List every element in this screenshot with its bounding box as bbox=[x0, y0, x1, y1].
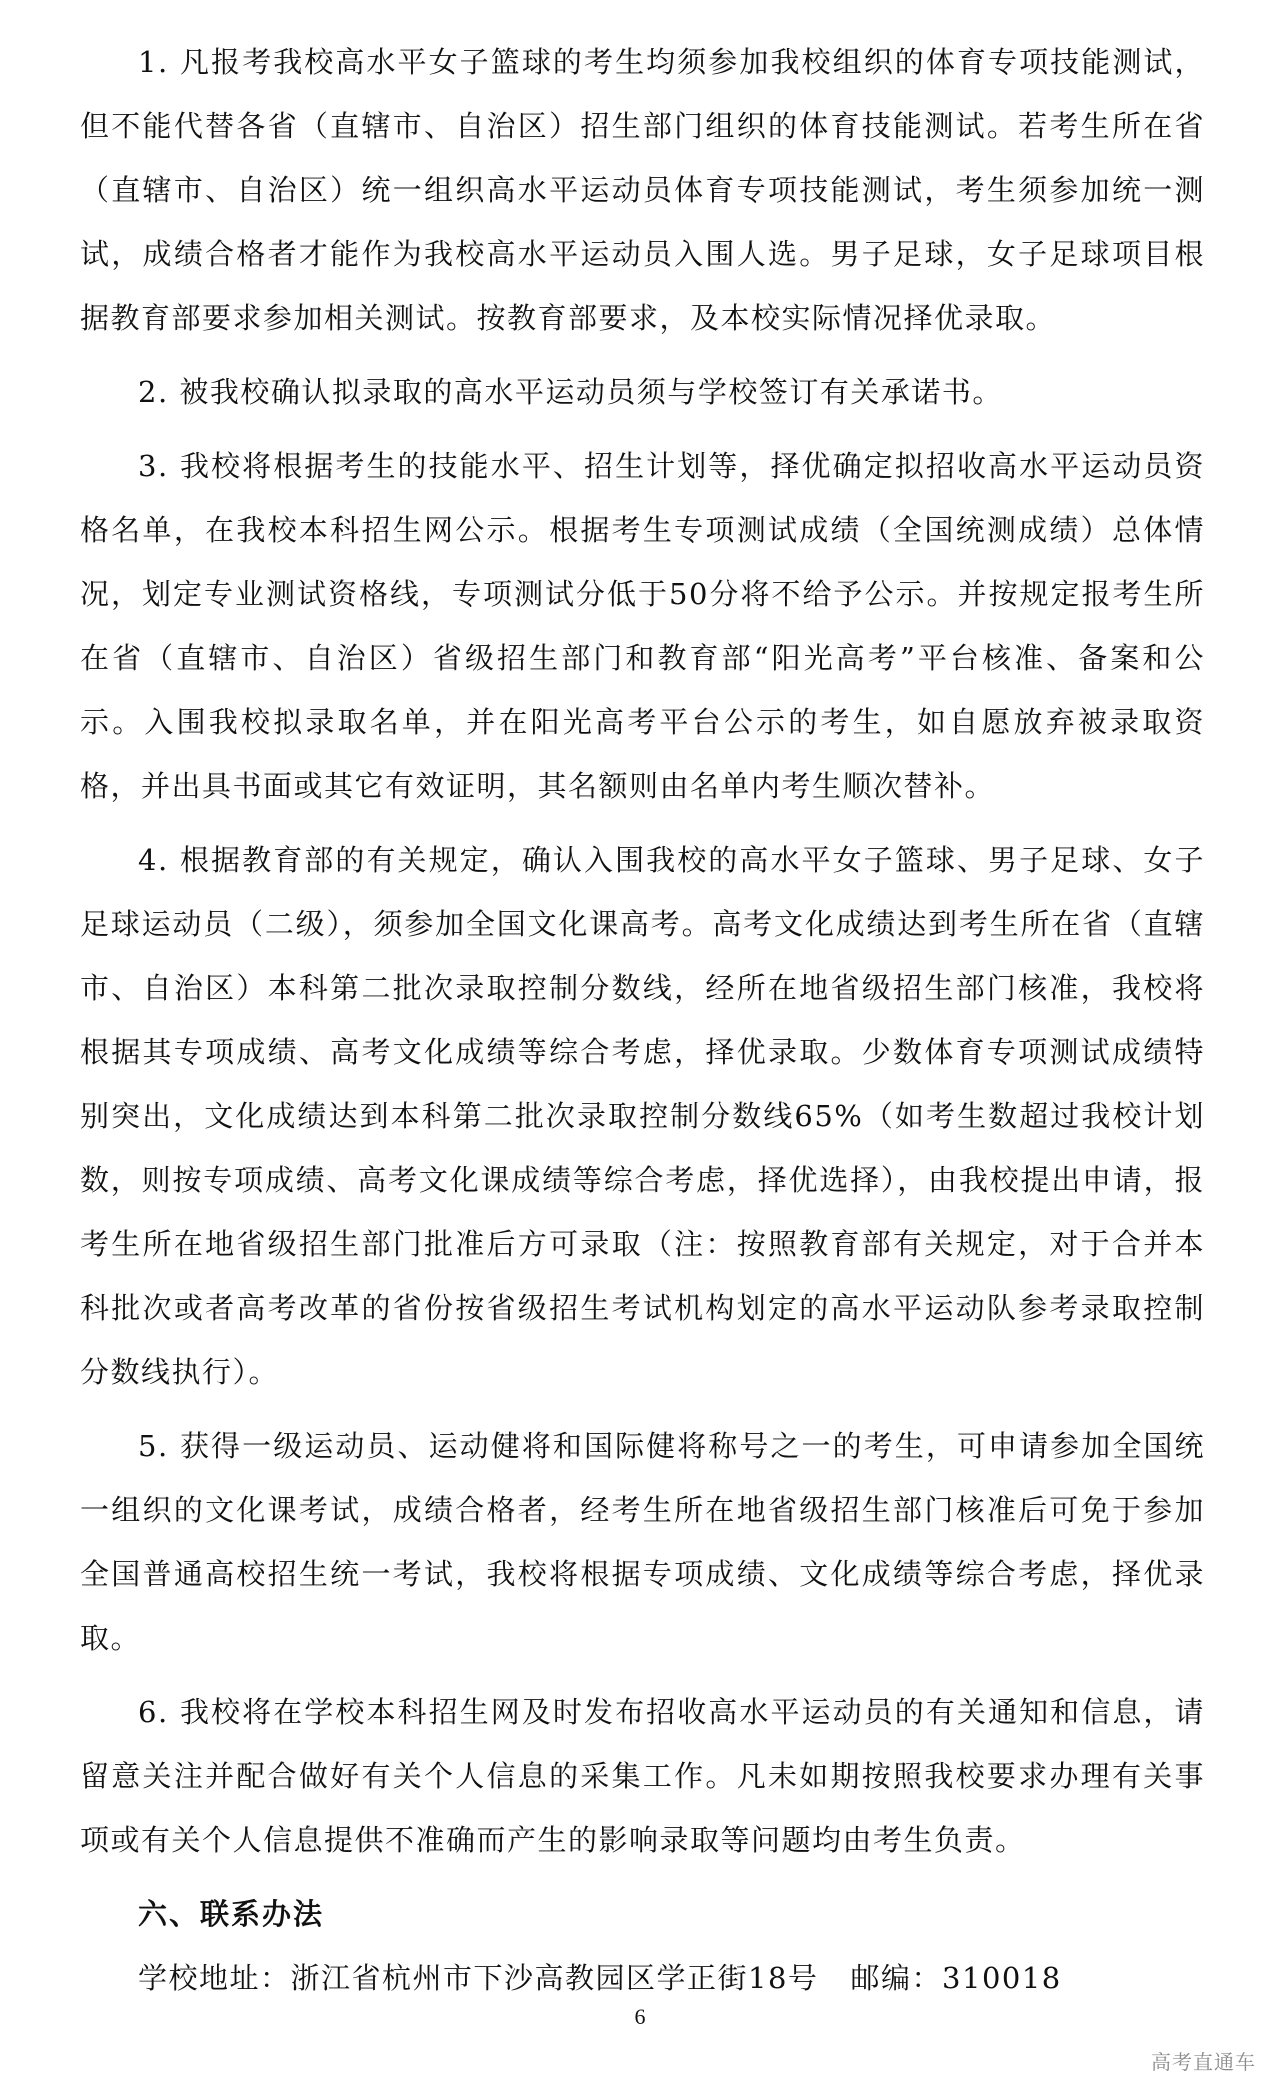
paragraph-5: 5. 获得一级运动员、运动健将和国际健将称号之一的考生，可申请参加全国统一组织的文化课考试，成绩合格者，经考生所在地省级招生部门核准后可免于参加全国普通高校招生统一考试，我校将根据专项成绩、文化成绩等综合考虑，择优录取。 bbox=[80, 1429, 1205, 1655]
document-body bbox=[80, 30, 1205, 2010]
school-address: 学校地址：浙江省杭州市下沙高教园区学正街18号 邮编：310018 bbox=[138, 1961, 1062, 1995]
paragraph-3: 3. 我校将根据考生的技能水平、招生计划等，择优确定拟招收高水平运动员资格名单，在我校本科招生网公示。根据考生专项测试成绩（全国统测成绩）总体情况，划定专业测试资格线，专项测试分低于50分将不给予公示。并按规定报考生所在省（直辖市、自治区）省级招生部门和教育部“阳光高考”平台核准、备案和公示。入围我校拟录取名单，并在阳光高考平台公示的考生，如自愿放弃被录取资格，并出具书面或其它有效证明，其名额则由名单内考生顺次替补。 bbox=[80, 449, 1205, 803]
paragraph-4: 4. 根据教育部的有关规定，确认入围我校的高水平女子篮球、男子足球、女子足球运动员（二级），须参加全国文化课高考。高考文化成绩达到考生所在省（直辖市、自治区）本科第二批次录取控制分数线，经所在地省级招生部门核准，我校将根据其专项成绩、高考文化成绩等综合考虑，择优录取。少数体育专项测试成绩特别突出，文化成绩达到本科第二批次录取控制分数线65%（如考生数超过我校计划数，则按专项成绩、高考文化课成绩等综合考虑，择优选择），由我校提出申请，报考生所在地省级招生部门批准后方可录取（注：按照教育部有关规定，对于合并本科批次或者高考改革的省份按省级招生考试机构划定的高水平运动队参考录取控制分数线执行）。 bbox=[80, 843, 1205, 1389]
section-heading-contact: 六、联系办法 bbox=[138, 1897, 325, 1931]
page-number: 6 bbox=[634, 2004, 646, 2029]
paragraph-1: 1. 凡报考我校高水平女子篮球的考生均须参加我校组织的体育专项技能测试，但不能代替各省（直辖市、自治区）招生部门组织的体育技能测试。若考生所在省（直辖市、自治区）统一组织高水平运动员体育专项技能测试，考生须参加统一测试，成绩合格者才能作为我校高水平运动员入围人选。男子足球，女子足球项目根据教育部要求参加相关测试。按教育部要求，及本校实际情况择优录取。 bbox=[80, 45, 1205, 335]
watermark-logo-text: 高考直通车 bbox=[1151, 2050, 1256, 2074]
paragraph-6: 6. 我校将在学校本科招生网及时发布招收高水平运动员的有关通知和信息，请留意关注并配合做好有关个人信息的采集工作。凡未如期按照我校要求办理有关事项或有关个人信息提供不准确而产生的影响录取等问题均由考生负责。 bbox=[80, 1695, 1205, 1857]
paragraph-2: 2. 被我校确认拟录取的高水平运动员须与学校签订有关承诺书。 bbox=[138, 375, 1003, 409]
